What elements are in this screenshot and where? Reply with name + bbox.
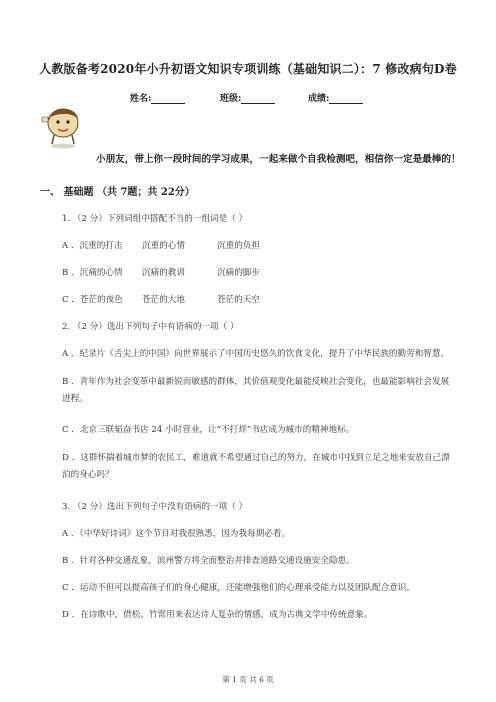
document-title: 人教版备考2020年小升初语文知识专项训练（基础知识二）：7 修改病句D卷 [39, 62, 457, 76]
question-1-stem: 1. （2 分）下列词组中搭配不当的一组词是（ ） [62, 214, 248, 224]
question-2-option-d: D ．这群怀揣着城市梦的农民工，难道就不希望通过自己的努力，在城市中找到立足之地来安放自己漂泊的身心吗？ [62, 453, 450, 480]
score-label: 成绩: [308, 94, 330, 104]
class-label: 班级: [220, 94, 242, 104]
question-1-option-a: A ．沉重的打击 沉重的心情 沉重的负担 [62, 241, 260, 251]
question-3-option-c: C ．运动不但可以提高孩子们的身心健康，还能增强他们的心理承受能力以及团队配合意识。 [62, 583, 416, 593]
mascot-icon [40, 104, 84, 150]
question-2-option-b: B ．青年作为社会变革中最新锐而敏感的群体，其价值观变化最能反映社会变化，也最能影响社会发展进程。 [62, 377, 450, 404]
score-blank [329, 94, 363, 104]
question-3-option-a: A ．《中华好诗词》这个节目对我很熟悉，因为我每期必看。 [62, 529, 291, 539]
question-1-option-c: C ．苍茫的夜色 苍茫的大地 苍茫的天空 [62, 295, 260, 305]
question-2-option-c: C ．北京三联韬奋书店 24 小时营业，让“不打烊”书店成为城市的精神地标。 [62, 425, 355, 435]
class-field [220, 91, 275, 104]
section-heading: 一、 基础题 （共 7题；共 22分） [40, 187, 195, 198]
question-2-stem: 2. （2 分）选出下列句子中有语病的一项（ ） [62, 322, 239, 332]
name-label: 姓名: [130, 94, 152, 104]
name-field [130, 91, 185, 104]
class-blank [241, 94, 275, 104]
question-3-option-d: D ．在诗歌中，借松、竹常用来表达诗人复杂的情感，成为古典文学中传统意象。 [62, 610, 373, 620]
question-1-option-b: B ．沉痛的心情 沉痛的教训 沉痛的脚步 [62, 268, 260, 278]
encouragement-text: 小朋友，带上你一段时间的学习成果，一起来做个自我检测吧，相信你一定是最棒的！ [96, 154, 461, 165]
question-3-stem: 3. （2 分）选出下列句子中没有语病的一项（ ） [62, 502, 248, 512]
page-footer: 第 1 页 共 6 页 [222, 675, 274, 684]
question-2-option-a: A ．纪录片《舌尖上的中国》向世界展示了中国历史悠久的饮食文化，提升了中华民族的勤劳和智慧。 [62, 349, 450, 359]
name-blank [151, 94, 185, 104]
question-3-option-b: B ．针对各种交通乱象，滨州警方将全面整治并排查道路交通设施安全隐患。 [62, 556, 355, 566]
score-field [308, 91, 363, 104]
